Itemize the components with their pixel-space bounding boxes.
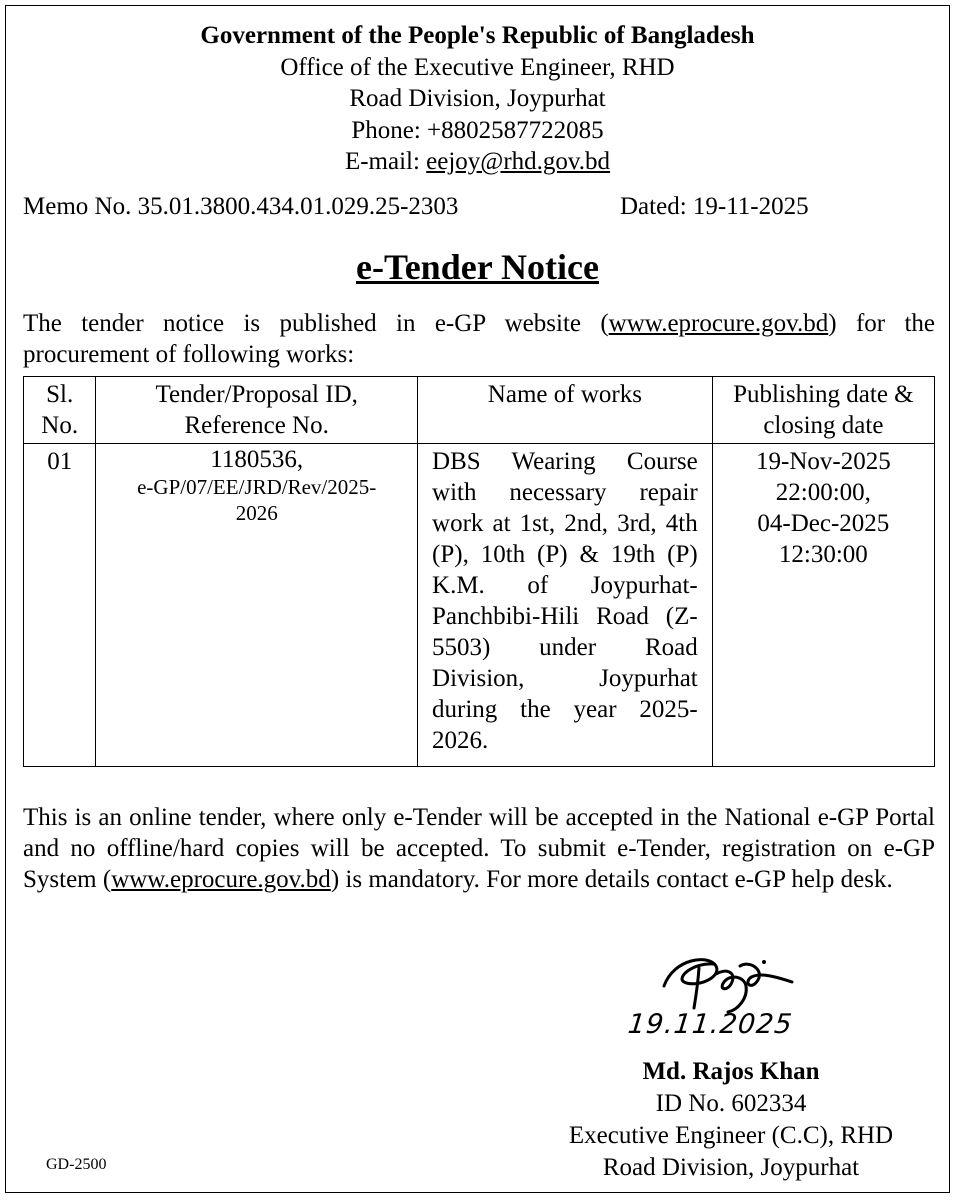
notice-title: e-Tender Notice	[356, 247, 599, 287]
publish-date: 19-Nov-2025	[756, 448, 891, 475]
header-works: Name of works	[418, 377, 713, 444]
eprocure-link-2[interactable]: www.eprocure.gov.bd	[111, 866, 331, 893]
tender-reference: e-GP/07/EE/JRD/Rev/2025-2026	[137, 475, 377, 525]
phone-number: Phone: +8802587722085	[351, 116, 604, 144]
header-tender-id: Tender/Proposal ID, Reference No.	[96, 377, 418, 444]
memo-date: Dated: 19-11-2025	[620, 193, 809, 220]
footer-code: GD-2500	[46, 1156, 107, 1173]
intro-text-before: The tender notice is published in e-GP website (	[23, 310, 609, 337]
signer-division: Road Division, Joypurhat	[602, 1154, 860, 1181]
handwritten-signature	[654, 946, 804, 1018]
header-sl: Sl. No.	[24, 377, 96, 444]
email-link[interactable]: eejoy@rhd.gov.bd	[426, 148, 611, 175]
memo-number: Memo No. 35.01.3800.434.01.029.25-2303	[23, 193, 459, 220]
header-dates: Publishing date & closing date	[712, 377, 934, 444]
email-line	[6, 146, 949, 178]
signer-id: ID No. 602334	[655, 1090, 807, 1117]
outro-text-after: ) is mandatory. For more details contact e-GP help desk.	[330, 866, 893, 893]
instructions-paragraph	[23, 802, 935, 895]
signer-name: Md. Rajos Khan	[642, 1058, 820, 1085]
closing-time: 12:30:00	[778, 541, 868, 568]
signer-designation: Executive Engineer (C.C), RHD	[568, 1122, 894, 1149]
tender-id: 1180536,	[210, 446, 304, 473]
letterhead	[6, 20, 949, 178]
cell-works: DBS Wearing Course with necessary repair work at 1st, 2nd, 3rd, 4th (P), 10th (P) & 19th (P) K.M. of Joypurhat-Panchbibi-Hili Road (Z-5503) under Road Division, Joypurhat during the year 2025-2026.	[418, 444, 713, 767]
tender-notice-page	[5, 5, 950, 1193]
signer-block	[526, 1056, 936, 1184]
tender-table	[23, 376, 935, 767]
division-name: Road Division, Joypurhat	[349, 85, 606, 112]
table-row	[24, 444, 935, 767]
email-label: E-mail:	[344, 148, 427, 175]
government-title: Government of the People's Republic of Bangladesh	[200, 22, 755, 49]
table-header-row	[24, 377, 935, 444]
eprocure-link[interactable]: www.eprocure.gov.bd	[608, 310, 829, 337]
cell-sl: 01	[24, 444, 96, 767]
intro-paragraph	[23, 308, 935, 370]
intro-text-after: ) for the procurement of following works:	[23, 310, 935, 368]
publish-time: 22:00:00,	[775, 479, 871, 506]
office-name: Office of the Executive Engineer, RHD	[280, 53, 675, 81]
outro-text-before: This is an online tender, where only e-Tender will be accepted in the National e-GP Portal and no offline/hard copies will be accepted. To submit e-Tender, registration on e-GP System (	[23, 804, 935, 893]
closing-date: 04-Dec-2025	[757, 510, 890, 537]
signature-date: 19.11.2025	[626, 1009, 795, 1040]
cell-tender-id	[96, 444, 418, 767]
cell-dates	[712, 444, 934, 767]
